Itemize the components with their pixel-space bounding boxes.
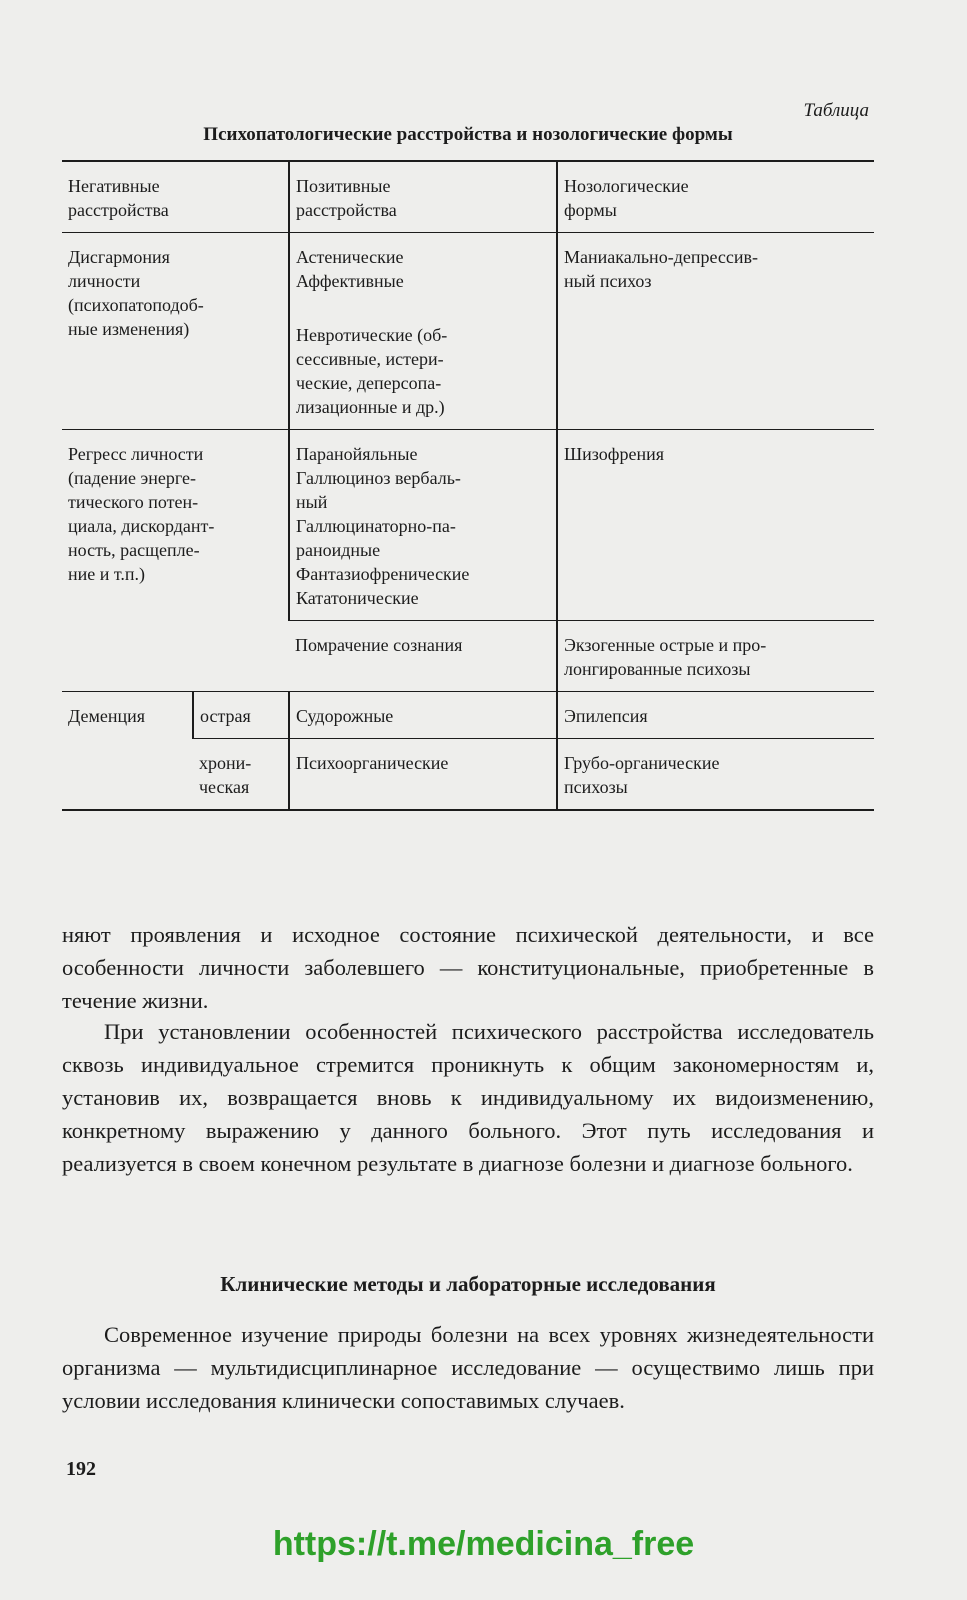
disorders-table (62, 160, 874, 811)
table-title: Психопатологические расстройства и нозологические формы (203, 124, 733, 145)
header-negative: Негативные расстройства (68, 176, 169, 220)
cell-nosological: Грубо-органические психозы (557, 739, 874, 811)
cell-positive-a: Астенические Аффективные (296, 247, 404, 291)
cell-subtype: хрони- ческая (199, 753, 252, 797)
cell-nosological: Маниакально-депрессив- ный психоз (557, 233, 874, 430)
header-nosological: Нозологические формы (557, 161, 874, 233)
table-row (62, 233, 874, 430)
paragraph: няют проявления и исходное состояние психической деятельности, и все особенности личности заболевшего — конституциональные, приобретенные в течение жизни. (62, 922, 874, 1013)
watermark-link[interactable]: https://t.me/medicina_free (272, 1525, 695, 1563)
cell-positive (289, 233, 557, 430)
cell-positive: Судорожные (289, 692, 557, 739)
table-row (62, 430, 874, 621)
table-row (62, 692, 874, 739)
cell-negative: Регресс личности (падение энерге- тического потен- циала, дискордант- ность, расщепле- ние и т.п.) (68, 444, 215, 584)
cell-negative: Деменция (68, 706, 146, 726)
cell-positive-b: Невротические (об- сессивные, истери- ческие, деперсопа- лизационные и др.) (296, 325, 448, 417)
table-header-row (62, 161, 874, 233)
cell-positive: Психоорганические (289, 739, 557, 811)
cell-nosological: Эпилепсия (557, 692, 874, 739)
cell-positive: Помрачение сознания (295, 635, 463, 655)
cell-subtype: острая (193, 692, 289, 739)
cell-nosological: Экзогенные острые и про- лонгированные психозы (557, 621, 874, 692)
paragraph: Современное изучение природы болезни на всех уровнях жизнедеятельности организма — мультидисциплинарное исследование — осуществимо лишь при условии исследования клинически сопоставимых случаев. (62, 1322, 874, 1413)
table-caption: Таблица (803, 100, 869, 121)
page-number: 192 (66, 1458, 96, 1480)
header-positive: Позитивные расстройства (289, 161, 557, 233)
cell-positive: Паранойяльные Галлюциноз вербаль- ный Галлюцинаторно-па- раноидные Фантазиофренические Кататонические (289, 430, 557, 621)
cell-negative: Дисгармония личности (психопатоподоб- ные изменения) (68, 247, 204, 339)
paragraph: При установлении особенностей психического расстройства исследователь сквозь индивидуальное стремится проникнуть к общим закономерностям и, установив их, возвращается вновь к индивидуальному их видоизменению, конкретному выражению у данного больного. Этот путь исследования и реализуется в своем конечном результате в диагнозе болезни и диагнозе больного. (62, 1019, 874, 1176)
section-heading: Клинические методы и лабораторные исследования (220, 1272, 716, 1296)
cell-nosological: Шизофрения (557, 430, 874, 621)
